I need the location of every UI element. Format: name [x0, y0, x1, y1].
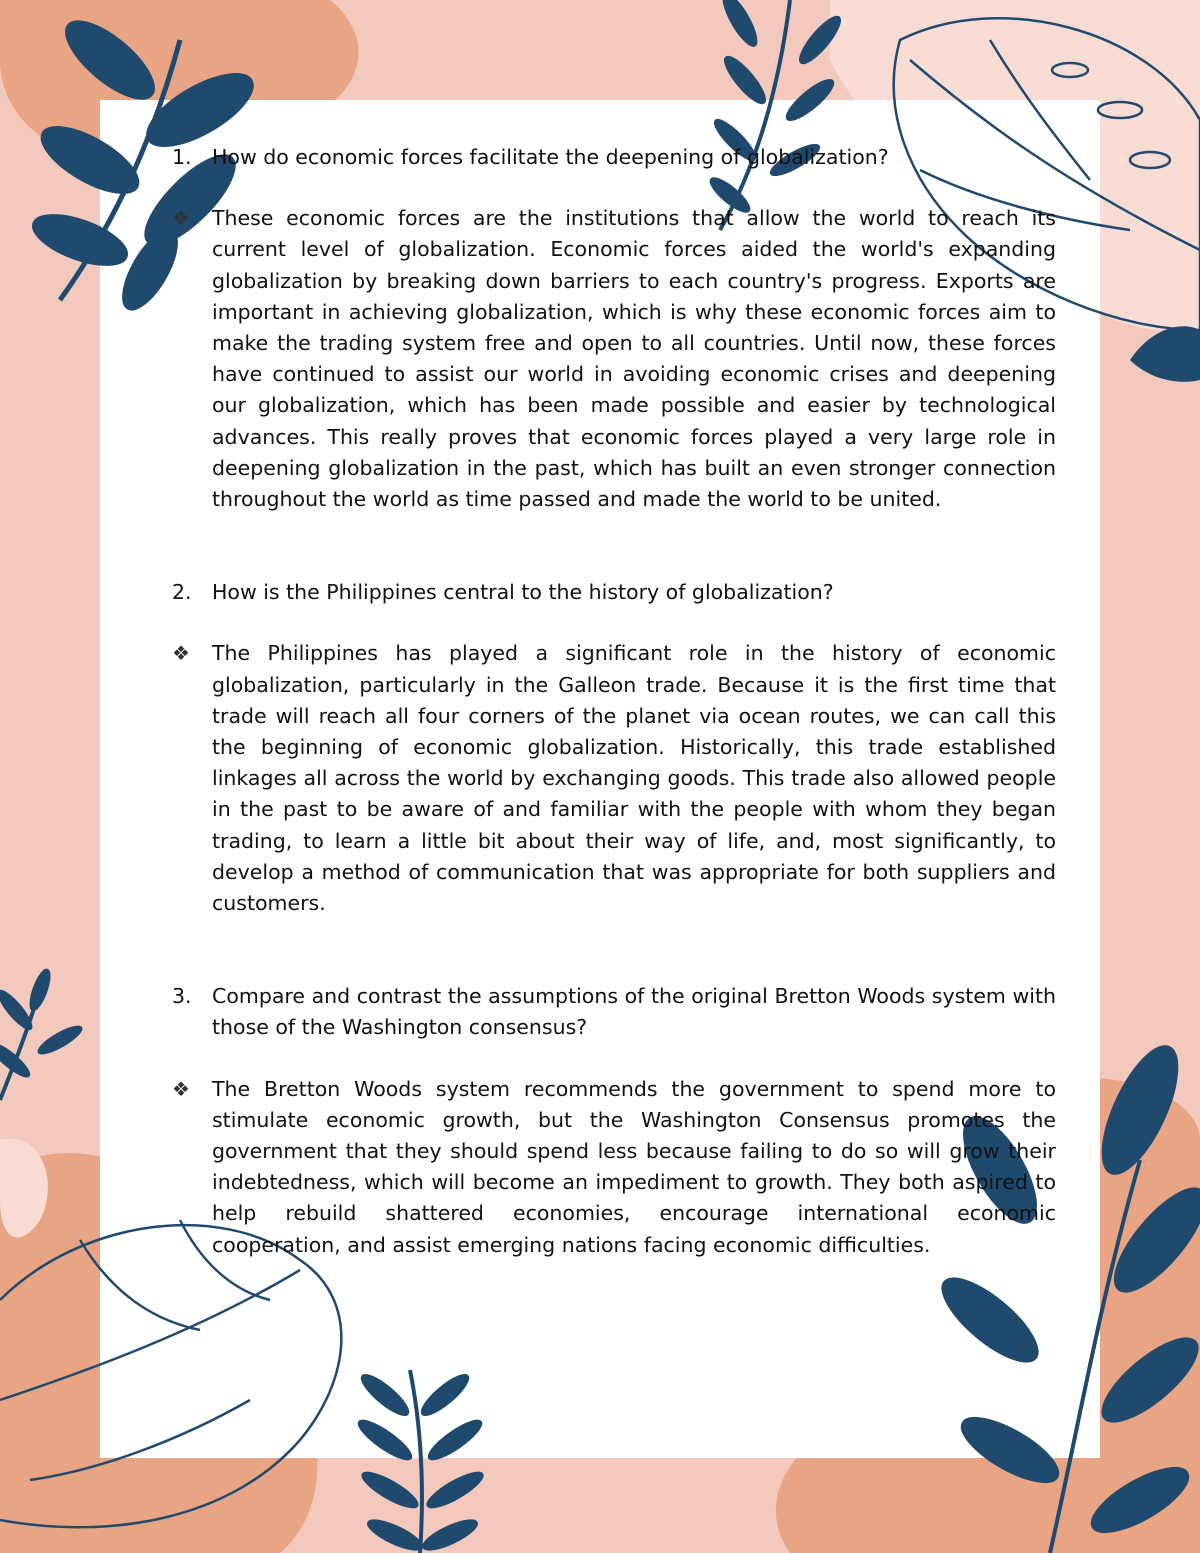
question-number: 1. — [172, 145, 192, 169]
question-text: How do economic forces facilitate the deepening of globalization? — [212, 145, 889, 169]
question-text: How is the Philippines central to the history of globalization? — [212, 580, 834, 605]
diamond-bullet-icon: ❖ — [172, 1076, 190, 1101]
question-1 — [172, 142, 1056, 173]
answer-text: These economic forces are the institutions that allow the world to reach its current level of globalization. Economic forces aided the world's expanding globalization by breaking down barriers to each country's progress. Exports are important in achieving globalization, which is why these economic forces aim to make the trading system free and open to all countries. Until now, these forces have continued to assist our world in avoiding economic crises and deepening our globalization, which has been made possible and easier by technological advances. This really proves that economic forces played a very large role in deepening globalization in the past, which has built an even stronger connection throughout the world as time passed and made the world to be united. — [212, 206, 1056, 512]
navy-fern-bottom-center — [354, 1369, 488, 1553]
question-2 — [172, 577, 1056, 608]
answer-text: The Philippines has played a significant role in the history of economic globalization, particularly in the Galleon trade. Because it is the first time that trade will reach all four corners of the planet via ocean routes, we can call this the beginning of economic globalization. Historically, this trade established linkages all across the world by exchanging goods. This trade also allowed people in the past to be aware of and familiar with the people with whom they began trading, to learn a little bit about their way of life, and, most significantly, to develop a method of communication that was appropriate for both suppliers and customers. — [212, 641, 1056, 916]
question-number: 2. — [172, 580, 192, 605]
question-number: 3. — [172, 984, 192, 1009]
navy-leaf-right-edge — [1130, 326, 1200, 382]
answer-3 — [172, 1074, 1056, 1261]
monstera-outline-bottom-left — [0, 1220, 341, 1527]
answer-text: The Bretton Woods system recommends the government to spend more to stimulate economic growth, but the Washington Consensus promotes the government that they should spend less because failing to do so will grow their indebtedness, which will become an impediment to growth. They both aspired to help rebuild shattered economies, encourage international economic cooperation, and assist emerging nations facing economic difficulties. — [212, 1076, 1056, 1257]
answer-2 — [172, 638, 1056, 919]
diamond-bullet-icon: ❖ — [172, 641, 190, 666]
diamond-bullet-icon: ❖ — [172, 206, 190, 231]
question-3 — [172, 981, 1056, 1043]
question-text: Compare and contrast the assumptions of the original Bretton Woods system with those of the Washington consensus? — [212, 984, 1056, 1040]
answer-1 — [172, 203, 1056, 515]
document-body — [172, 142, 1056, 1261]
navy-twig-left — [0, 967, 85, 1100]
